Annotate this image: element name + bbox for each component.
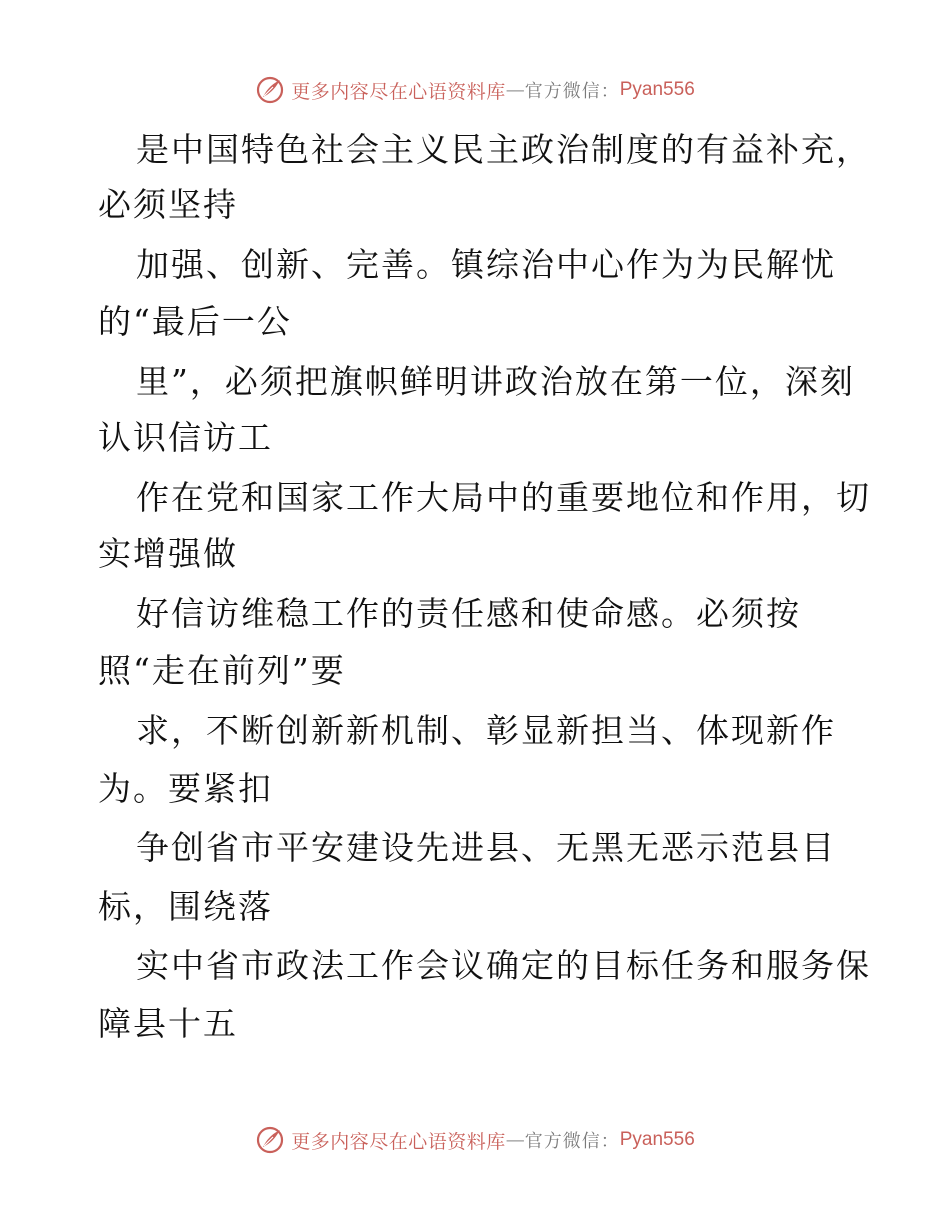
body-line: 障县十五: [98, 1004, 238, 1043]
body-line: 加强、创新、完善。镇综治中心作为为民解忧: [136, 245, 836, 284]
watermark-id: Pyan556: [619, 1129, 695, 1150]
body-line: 好信访维稳工作的责任感和使命感。必须按: [136, 594, 801, 633]
watermark-label: 官方微信：: [524, 1131, 620, 1152]
body-line: 里”，必须把旗帜鲜明讲政治放在第一位，深刻: [136, 362, 855, 401]
body-line: 为。要紧扣: [98, 769, 273, 808]
watermark-main-text: 更多内容尽在心语资料库: [291, 80, 506, 103]
body-line: 是中国特色社会主义民主政治制度的有益补充，: [136, 130, 871, 169]
body-line: 作在党和国家工作大局中的重要地位和作用，切: [136, 478, 871, 517]
watermark-dash: —: [505, 1129, 525, 1151]
body-line: 的“最后一公: [98, 302, 292, 341]
body-line: 实增强做: [98, 534, 238, 573]
body-line: 标，围绕落: [98, 887, 273, 926]
body-line: 认识信访工: [98, 418, 273, 457]
header-watermark: [0, 72, 950, 108]
watermark-label: 官方微信：: [524, 81, 620, 102]
body-line: 照“走在前列”要: [98, 651, 346, 690]
watermark-dash: —: [505, 79, 525, 101]
footer-watermark: [0, 1122, 950, 1158]
watermark-id: Pyan556: [619, 79, 695, 100]
watermark-main-text: 更多内容尽在心语资料库: [291, 1130, 506, 1153]
feather-pen-logo-icon: [255, 75, 285, 105]
body-line: 实中省市政法工作会议确定的目标任务和服务保: [136, 946, 871, 985]
body-line: 求，不断创新新机制、彰显新担当、体现新作: [136, 711, 836, 750]
body-line: 争创省市平安建设先进县、无黑无恶示范县目: [136, 828, 836, 867]
body-line: 必须坚持: [98, 185, 238, 224]
feather-pen-logo-icon: [255, 1125, 285, 1155]
